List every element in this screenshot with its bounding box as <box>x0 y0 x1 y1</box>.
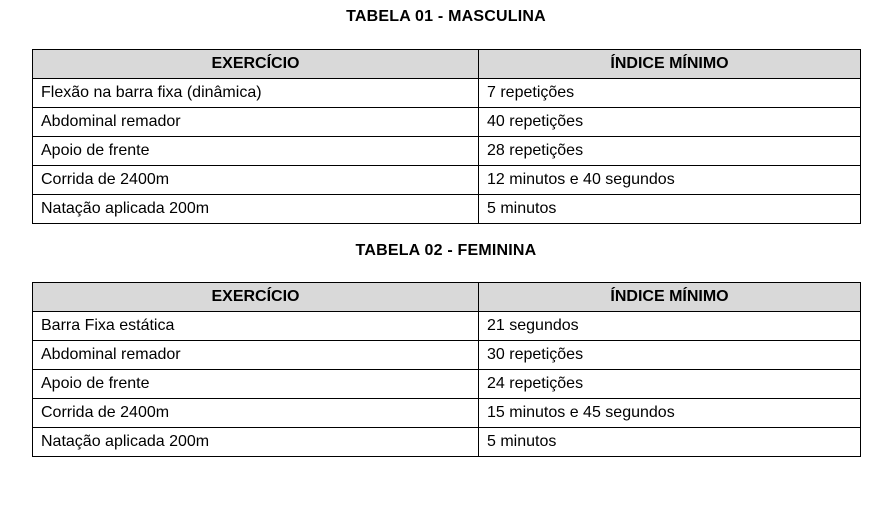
table-row <box>33 370 861 399</box>
column-header-exercicio: EXERCÍCIO <box>33 50 479 79</box>
cell-indice: 40 repetições <box>479 108 861 137</box>
table-2-title: TABELA 02 - FEMININA <box>355 242 537 259</box>
cell-indice: 5 minutos <box>479 428 861 457</box>
table-row <box>33 166 861 195</box>
table-1-container <box>32 49 860 224</box>
column-header-indice-minimo: ÍNDICE MÍNIMO <box>479 283 861 312</box>
cell-exercicio: Abdominal remador <box>33 108 479 137</box>
table-row <box>33 195 861 224</box>
cell-exercicio: Apoio de frente <box>33 370 479 399</box>
table-row <box>33 341 861 370</box>
cell-indice: 21 segundos <box>479 312 861 341</box>
cell-exercicio: Flexão na barra fixa (dinâmica) <box>33 79 479 108</box>
table-row <box>33 108 861 137</box>
table-header-row <box>33 283 861 312</box>
cell-indice: 30 repetições <box>479 341 861 370</box>
cell-exercicio: Abdominal remador <box>33 341 479 370</box>
cell-exercicio: Corrida de 2400m <box>33 399 479 428</box>
column-header-indice-minimo: ÍNDICE MÍNIMO <box>479 50 861 79</box>
document-page <box>0 8 892 515</box>
column-header-exercicio: EXERCÍCIO <box>33 283 479 312</box>
cell-indice: 12 minutos e 40 segundos <box>479 166 861 195</box>
masculina-table <box>32 49 861 224</box>
table-row <box>33 137 861 166</box>
table-row <box>33 312 861 341</box>
cell-indice: 5 minutos <box>479 195 861 224</box>
table-row <box>33 79 861 108</box>
cell-exercicio: Barra Fixa estática <box>33 312 479 341</box>
cell-exercicio: Natação aplicada 200m <box>33 428 479 457</box>
cell-indice: 15 minutos e 45 segundos <box>479 399 861 428</box>
cell-exercicio: Corrida de 2400m <box>33 166 479 195</box>
table-2-container <box>32 282 860 457</box>
table-row <box>33 428 861 457</box>
cell-indice: 28 repetições <box>479 137 861 166</box>
cell-exercicio: Apoio de frente <box>33 137 479 166</box>
cell-exercicio: Natação aplicada 200m <box>33 195 479 224</box>
cell-indice: 24 repetições <box>479 370 861 399</box>
table-header-row <box>33 50 861 79</box>
cell-indice: 7 repetições <box>479 79 861 108</box>
table-1-title: TABELA 01 - MASCULINA <box>346 8 546 25</box>
feminina-table <box>32 282 861 457</box>
table-row <box>33 399 861 428</box>
